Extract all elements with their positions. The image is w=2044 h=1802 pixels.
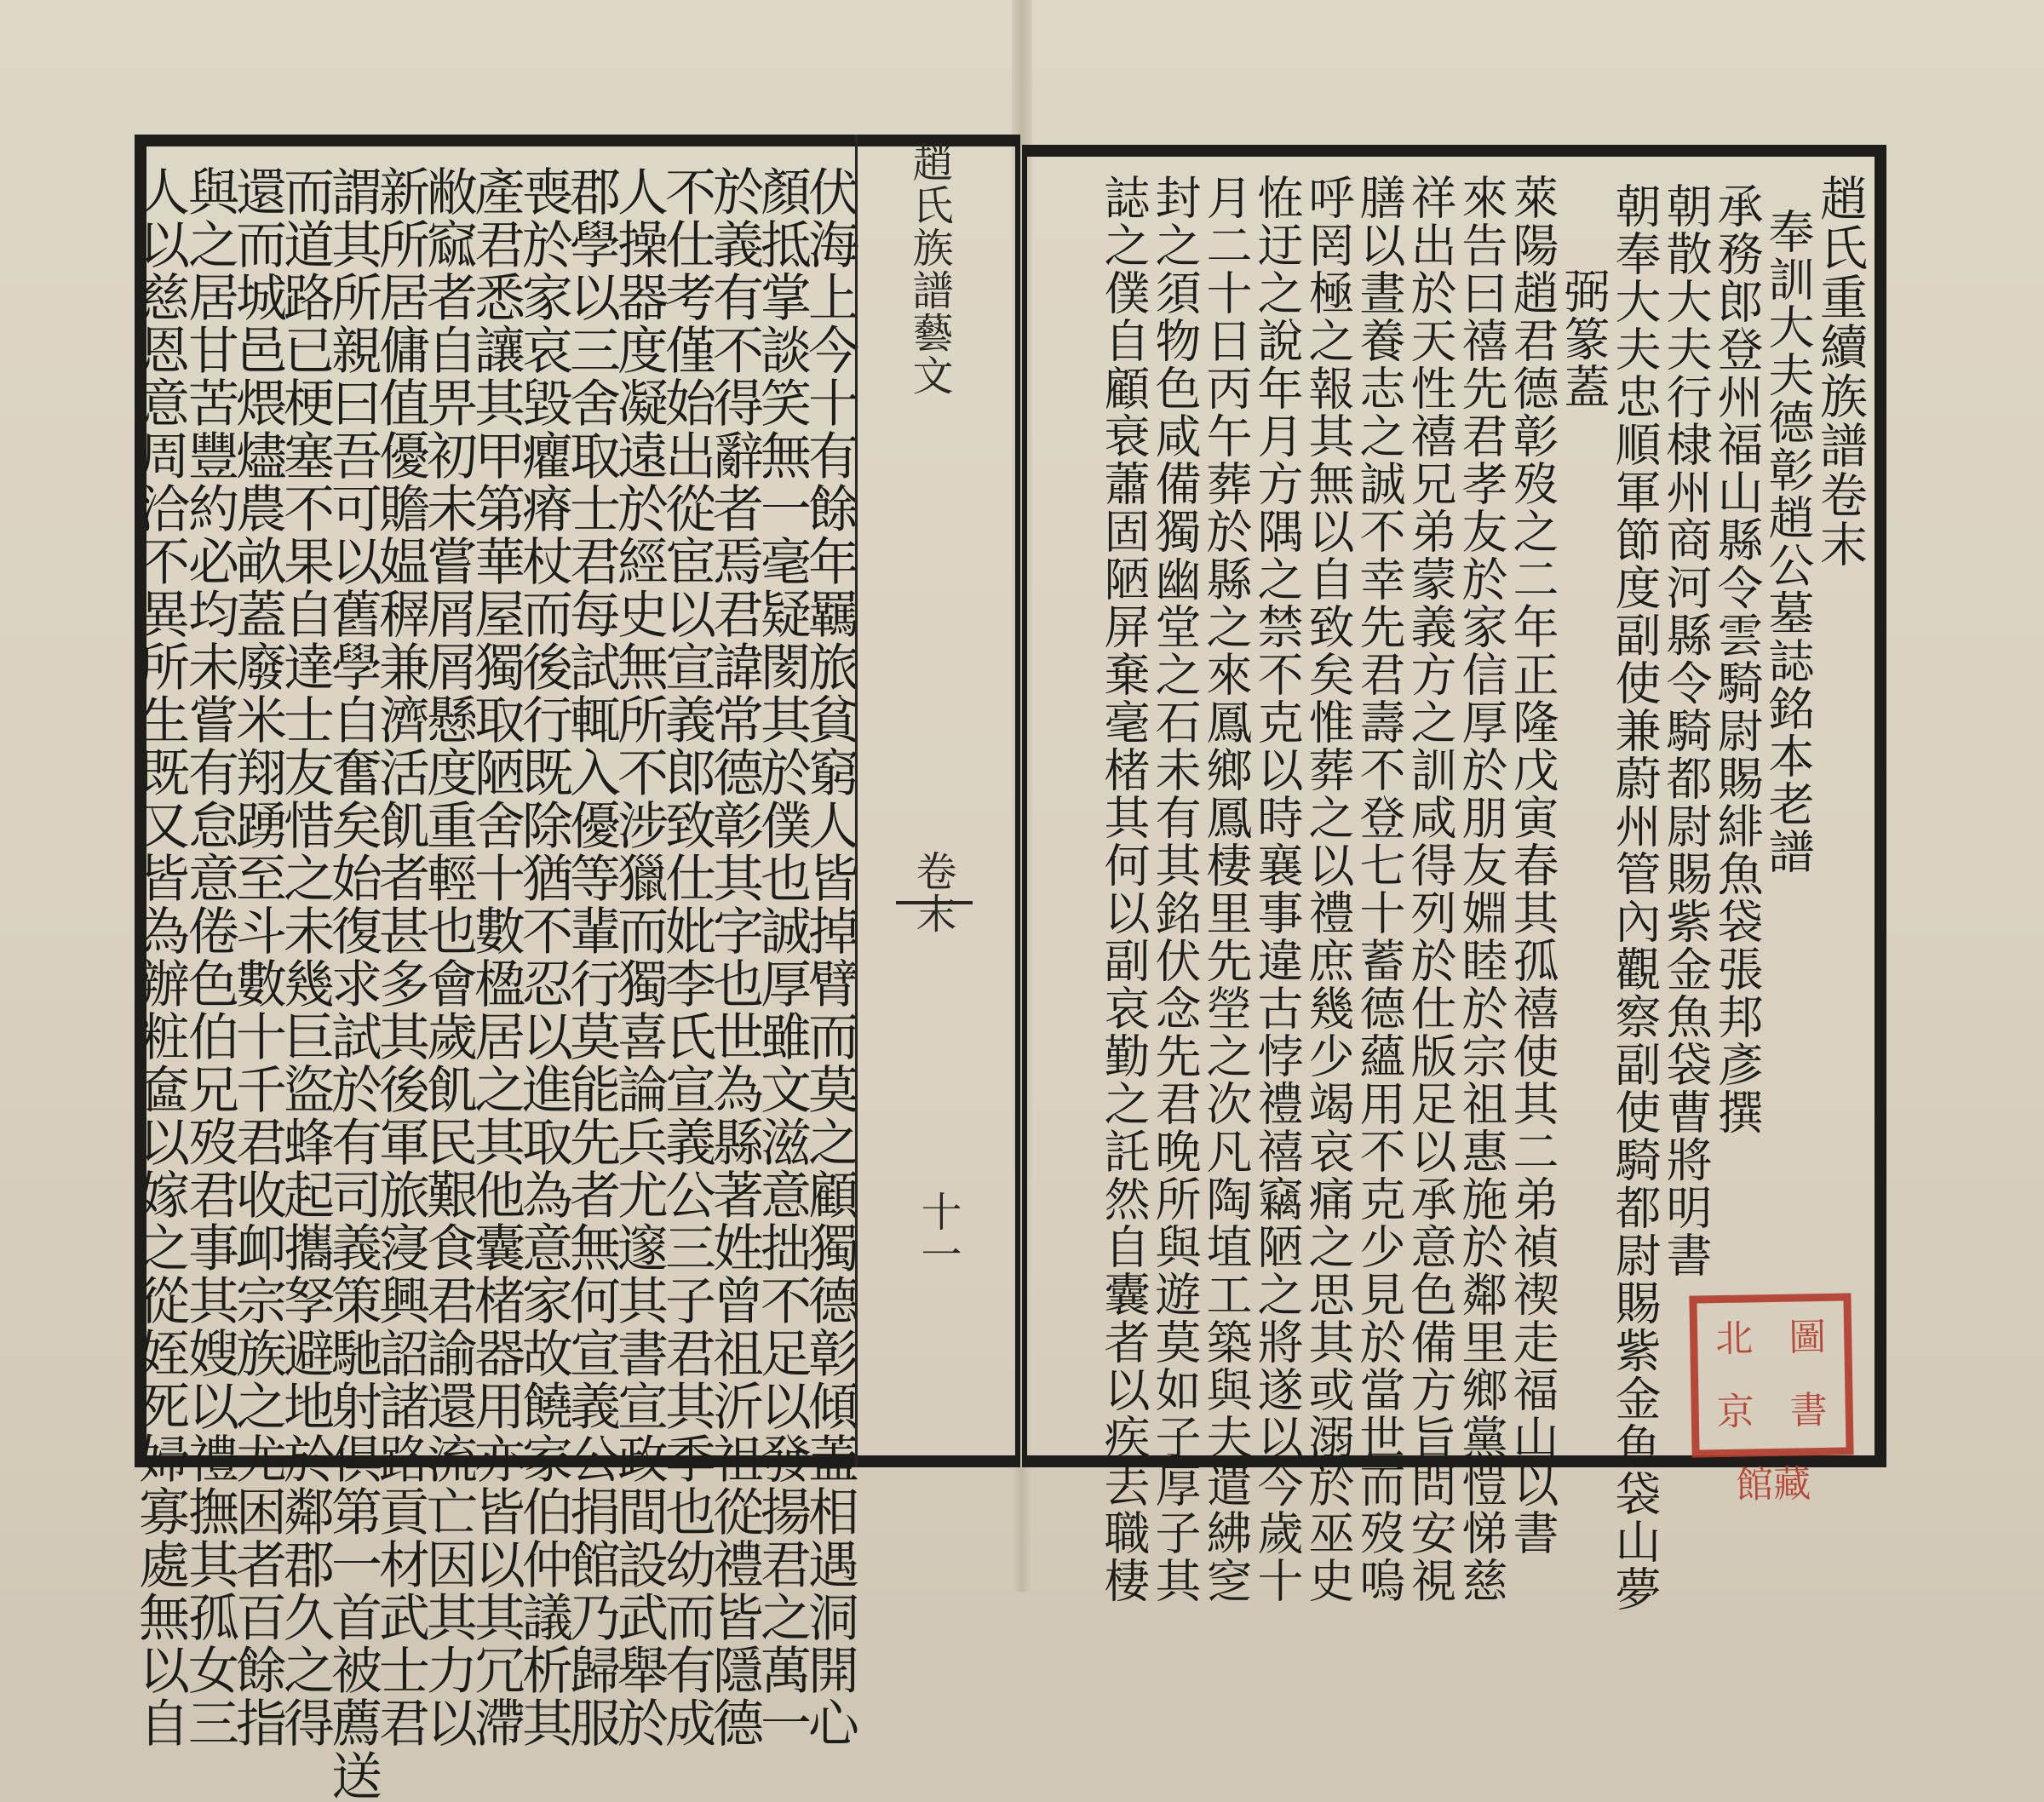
text-column: 月二十日丙午葬於縣之來鳳鄉鳳棲里先塋之次凡陶埴工築與夫遣紼窆 xyxy=(1199,174,1253,1604)
text-column: 而道路已梗塞不果自達士友惜之未幾巨盜蜂起攜孥避地於鄰郡久之得 xyxy=(275,165,335,1749)
text-column: 呼罔極之報其無以自致矣惟葬之以禮庶幾少竭哀痛之思其或溺於巫史 xyxy=(1301,174,1355,1604)
text-column: 朝散大夫行棣州商河縣令騎都尉賜紫金魚袋曹將明書 xyxy=(1659,182,1713,1279)
banxin-title: 趙氏族譜藝文 xyxy=(905,141,953,397)
text-column: 與之居甘苦豐約必均未嘗有怠意倦色伯兄歿君事其嫂以禮撫其孤女三 xyxy=(180,165,239,1749)
text-column: 人操器度凝遠於經史無所不涉獵而獨喜論兵尤邃其書宣政間設武舉於 xyxy=(609,165,669,1749)
text-column: 顏抵掌談笑無一毫疑閡其於僕也誠厚雖文滋意拙不足以發揚君之萬一 xyxy=(752,165,812,1749)
text-column: 萊陽趙君德彰歿之二年正隆戊寅春其孤禧使其二弟禎禊走福山以書 xyxy=(1506,174,1559,1557)
seal-glyph: 館藏 xyxy=(1735,1462,1811,1507)
banxin-juan: 卷末 xyxy=(909,850,956,935)
text-column: 不仕考僅始出從宦以宣義郎致仕妣李氏宣義公三子君其季也幼而有成 xyxy=(657,165,716,1749)
text-column: 人以慈恩意周洽不異所生既又皆為辦粧奩以嫁之從姪死婦寡處無以自 xyxy=(130,165,190,1749)
text-column: 產君悉讓其甲第華屋獨取陋舍十數楹居之其他囊楮器用亦皆以其冗滯 xyxy=(466,165,525,1749)
text-column: 誌之僕自顧衰蕭固陋屏棄毫楮其何以副哀勤之託然自囊者以疾去職棲 xyxy=(1097,174,1151,1604)
text-column: 新所居傭值優贍媪稺兼濟活飢者甚多其後軍旅寖興詔諸路貢材武士君 xyxy=(370,165,430,1749)
text-column: 敝窳者自畀初未嘗屑屑懸度重輕也會歲飢民艱食君諭還流亡因其力以 xyxy=(418,165,478,1749)
text-column: 奉訓大夫德彰趙公墓誌銘本老譜 xyxy=(1761,208,1815,875)
text-column: 還而城邑煨燼農畝蓋廢米翔踴至斗數十千君收卹宗族之尤困者百餘指 xyxy=(227,165,287,1749)
text-column: 伏海上今十有餘年羈旅貧窮人皆掉臂而莫之顧獨德彰傾蓋相遇洞開心 xyxy=(800,165,859,1749)
text-column: 承務郎登州福山縣令雲騎尉賜緋魚袋張邦彥撰 xyxy=(1710,182,1764,1136)
text-column: 祥出於天性禧兄弟蒙義方之訓咸得列於仕版足以承意色備方旨問安視 xyxy=(1404,174,1457,1604)
seal-glyph: 北京 xyxy=(1714,1317,1755,1435)
seal-glyph: 圖書 xyxy=(1788,1315,1829,1433)
text-column: 封之須物色咸備獨幽堂之石未有其銘伏念先君晚所與遊莫如子厚子其 xyxy=(1148,174,1202,1604)
text-column: 膳以晝養志之誠不幸先君壽不登七十蓄德蘊用不克少見於當世而歿嗚 xyxy=(1352,174,1406,1604)
banxin-strip xyxy=(855,135,1020,1467)
text-column: 來告曰禧先君孝友於家信厚於朋友婣睦於宗祖惠施於鄰里鄉黨愷悌慈 xyxy=(1455,174,1508,1604)
text-column: 恠迂之說年月方隅之禁不克以時襄事違古悖禮禧竊陋之將遂以今歲十 xyxy=(1250,174,1304,1604)
text-column: 弼篆蓋 xyxy=(1557,267,1611,410)
banxin-page-number: 十一 xyxy=(914,1191,962,1276)
text-column: 謂其所親曰吾可以舊學自奮矣始復求試於有司義策馳射俱第一首被薦送 xyxy=(323,165,382,1802)
volume-title: 趙氏重續族譜卷末 xyxy=(1812,174,1868,569)
text-column: 朝奉大夫忠順軍節度副使兼蔚州管內觀察副使騎都尉賜紫金魚袋山夢 xyxy=(1608,182,1662,1613)
text-column: 喪於家哀毀癯瘠杖而後行既除猶不忍以進取為意家故饒家伯仲議析其 xyxy=(514,165,573,1749)
text-column: 於義有不得辭者焉君諱常德彰其字也世為縣著姓曾祖沂祖從禮皆隱德 xyxy=(704,165,764,1749)
text-column: 郡學以三舍取士君每試輒入優等輩行莫能先者無何宣義公捐館乃歸服 xyxy=(561,165,621,1749)
library-seal-stamp xyxy=(1689,1293,1853,1507)
